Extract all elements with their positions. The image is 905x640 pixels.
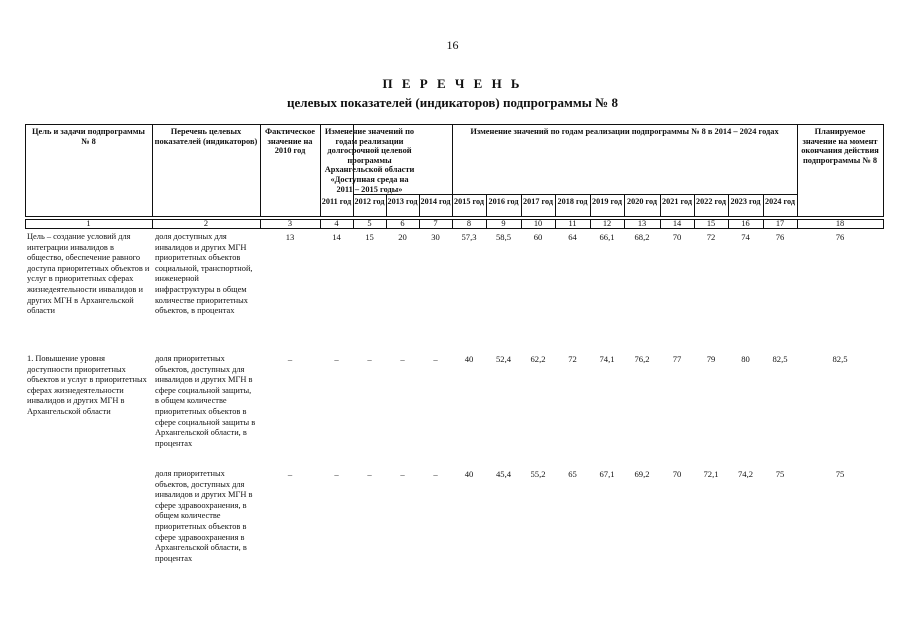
- year-label: 2024 год: [765, 197, 795, 206]
- row-value: –: [334, 354, 339, 364]
- row-indicator: доля приоритетных объектов, доступных для инвалидов и других МГН в сфере здравоохранения, в общем количестве приоритетных объектов в сфере здравоохранения в Архангельской области, в процентах: [155, 469, 253, 563]
- year-label: 2016 год: [488, 197, 519, 206]
- row-value: 62,2: [530, 354, 546, 364]
- row-value: 75: [775, 469, 785, 479]
- column-number: 5: [367, 219, 372, 228]
- column-number-bottom-rule: [25, 228, 883, 229]
- row-value: 65: [568, 469, 577, 479]
- year-label: 2022 год: [696, 197, 726, 206]
- column-number: 15: [706, 219, 716, 228]
- table-top-rule: [25, 124, 883, 125]
- row-value: 13: [285, 232, 295, 242]
- column-number: 1: [86, 219, 91, 228]
- row-value: 70: [672, 469, 682, 479]
- column-number-divider: [883, 219, 884, 229]
- column-number: 11: [568, 219, 577, 228]
- row-value: –: [433, 469, 438, 479]
- year-label: 2020 год: [627, 197, 657, 206]
- header-bottom-rule: [25, 216, 883, 217]
- header-goal: Цель и задачи подпрограммы № 8: [32, 127, 145, 146]
- column-number: 18: [835, 219, 845, 228]
- row-value: 68,2: [634, 232, 650, 242]
- row-value: 14: [332, 232, 341, 242]
- row-value: –: [367, 354, 372, 364]
- row-value: 20: [398, 232, 407, 242]
- column-number: 7: [433, 219, 438, 228]
- column-divider: [25, 124, 26, 217]
- column-number: 9: [501, 219, 506, 228]
- row-goal: 1. Повышение уровня доступности приоритетных объектов и услуг в приоритетных сферах жизнедеятельности инвалидов и других МГН в Архангельской области: [27, 354, 147, 416]
- row-value: 75: [835, 469, 845, 479]
- row-value: 64: [568, 232, 577, 242]
- row-value: –: [334, 469, 339, 479]
- column-number: 16: [741, 219, 750, 228]
- row-value: 66,1: [599, 232, 615, 242]
- row-value: 74,2: [737, 469, 754, 479]
- column-number: 3: [287, 219, 293, 228]
- row-value: 69,2: [634, 469, 650, 479]
- row-value: 72,1: [703, 469, 719, 479]
- row-value: 77: [672, 354, 682, 364]
- row-value: 82,5: [772, 354, 788, 364]
- header-actual-2010: Фактическое значение на 2010 год: [264, 127, 316, 156]
- row-value: 79: [706, 354, 716, 364]
- row-value: –: [287, 354, 293, 364]
- row-value: –: [287, 469, 293, 479]
- row-value: 70: [672, 232, 682, 242]
- year-label: 2021 год: [662, 197, 692, 206]
- column-number: 4: [334, 219, 339, 228]
- year-label: 2023 год: [730, 197, 761, 206]
- column-number: 2: [203, 219, 209, 228]
- row-value: 60: [533, 232, 543, 242]
- column-number: 6: [400, 219, 405, 228]
- row-value: –: [400, 469, 405, 479]
- column-divider: [152, 124, 153, 217]
- column-number: 8: [466, 219, 472, 228]
- row-value: 52,4: [495, 354, 512, 364]
- header-indicators: Перечень целевых показателей (индикаторов): [154, 127, 258, 146]
- column-number: 10: [533, 219, 543, 228]
- column-number: 13: [637, 219, 647, 228]
- row-value: 76: [775, 232, 785, 242]
- header-change-subprogram: Изменение значений по годам реализации подпрограммы № 8 в 2014 – 2024 годах: [470, 127, 779, 136]
- row-value: 45,4: [495, 469, 512, 479]
- row-value: 72: [706, 232, 716, 242]
- page-number: 16: [446, 38, 459, 52]
- row-value: –: [400, 354, 405, 364]
- year-label: 2014 год: [420, 197, 451, 206]
- row-value: –: [367, 469, 372, 479]
- row-value: 15: [365, 232, 374, 242]
- year-label: 2015 год: [454, 197, 484, 206]
- column-number: 12: [602, 219, 612, 228]
- row-value: 82,5: [832, 354, 848, 364]
- row-value: 55,2: [530, 469, 546, 479]
- row-value: 57,3: [461, 232, 477, 242]
- row-value: 67,1: [599, 469, 615, 479]
- row-value: 40: [464, 354, 474, 364]
- header-change-long-program: Изменение значений по годам реализации долгосрочной целевой программы Архангельской области «Доступная среда на 2011 – 2015 годы»: [324, 127, 415, 194]
- document-title: П Е Р Е Ч Е Н Ь: [382, 76, 523, 91]
- column-number: 14: [672, 219, 682, 228]
- row-value: 74: [741, 232, 750, 242]
- header-planned-value: Планируемое значение на момент окончания действия подпрограммы № 8: [801, 127, 879, 165]
- row-value: 80: [741, 354, 750, 364]
- year-label: 2012 год: [354, 197, 385, 206]
- row-value: 76: [835, 232, 845, 242]
- year-label: 2011 год: [321, 197, 352, 206]
- row-value: 58,5: [495, 232, 512, 242]
- document-subtitle: целевых показателей (индикаторов) подпрограммы № 8: [287, 95, 618, 110]
- column-number: 17: [775, 219, 785, 228]
- row-value: 30: [431, 232, 440, 242]
- row-value: –: [433, 354, 438, 364]
- row-indicator: доля доступных для инвалидов и других МГН приоритетных объектов социальной, транспортной, инженерной инфраструктуры в общем количестве приоритетных объектов, в процентах: [155, 232, 253, 316]
- row-indicator: доля приоритетных объектов, доступных для инвалидов и других МГН в сфере социальной защиты, в общем количестве приоритетных объектов в сфере социальной защиты в Архангельской области, в процентах: [155, 354, 256, 448]
- row-value: 72: [568, 354, 577, 364]
- row-goal: Цель – создание условий для интеграции инвалидов в общество, обеспечение равного доступа приоритетных объектов и услуг в приоритетных сферах жизнедеятельности инвалидов и других МГН в Архангельской области: [27, 232, 150, 316]
- row-value: 76,2: [634, 354, 650, 364]
- row-value: 40: [464, 469, 474, 479]
- column-divider: [883, 124, 884, 217]
- year-label: 2018 год: [557, 197, 588, 206]
- year-label: 2013 год: [387, 197, 418, 206]
- row-value: 74,1: [599, 354, 615, 364]
- year-label: 2017 год: [523, 197, 553, 206]
- year-label: 2019 год: [592, 197, 622, 206]
